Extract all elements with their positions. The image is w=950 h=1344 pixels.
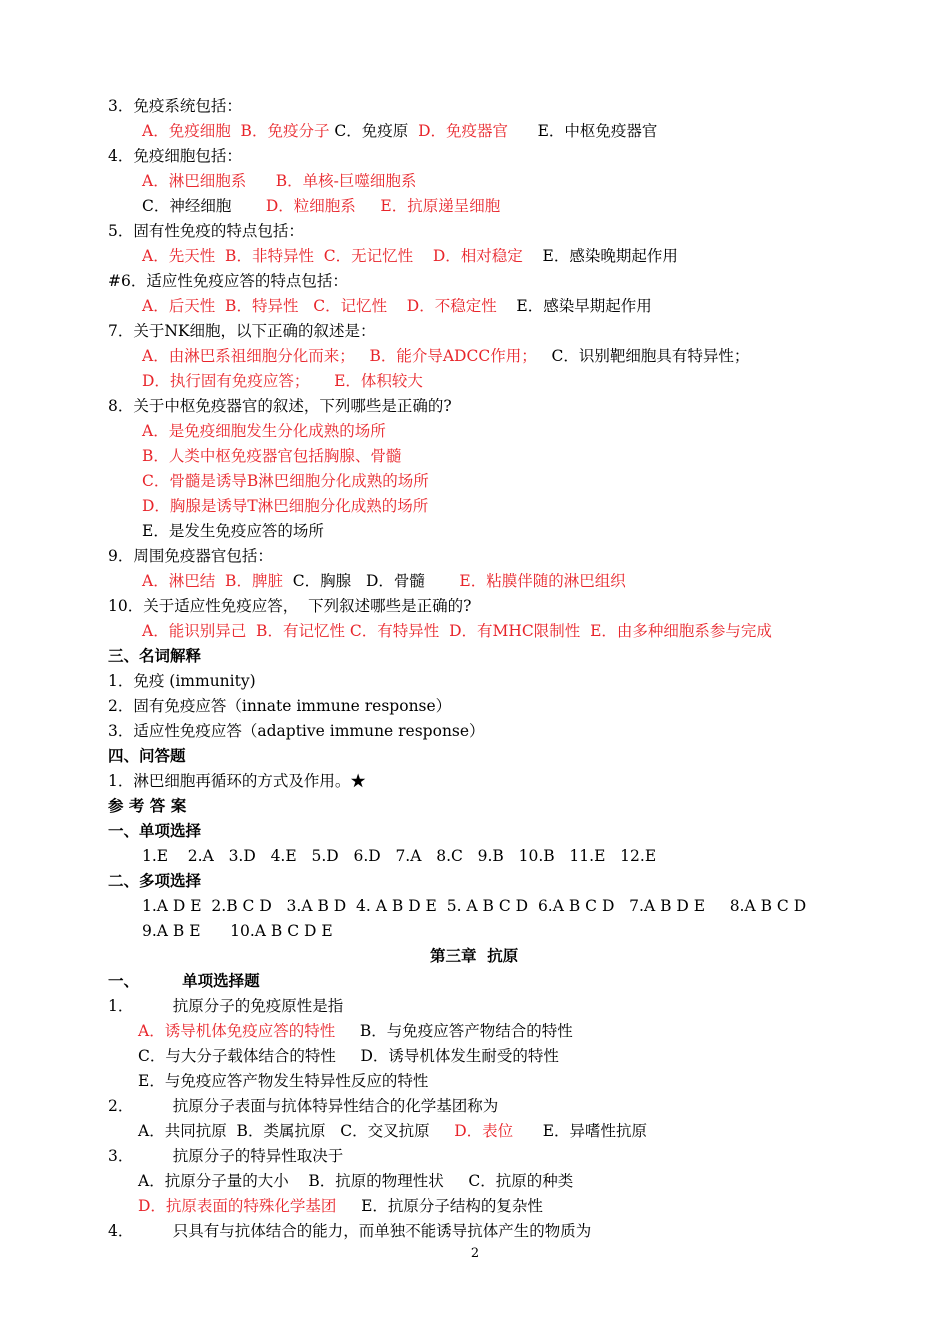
text-span: 1.E 2.A 3.D 4.E 5.D 6.D 7.A 8.C 9.B 10.B 11.E 12.E xyxy=(142,847,657,865)
text-line xyxy=(430,944,518,968)
text-line xyxy=(142,844,656,868)
text-span: 第三章 抗原 xyxy=(430,946,519,965)
text-line xyxy=(138,1069,428,1093)
text-span: E．是发生免疫应答的场所 xyxy=(142,522,324,540)
text-line xyxy=(142,919,333,943)
text-span: C．识别靶细胞具有特异性； xyxy=(536,347,750,365)
text-span: E．感染早期起作用 xyxy=(496,297,652,315)
text-span: E．与免疫应答产物发生特异性反应的特性 xyxy=(138,1072,429,1090)
answer-text: A．淋巴细胞系 B．单核-巨噬细胞系 xyxy=(142,172,417,190)
answer-text: B．人类中枢免疫器官包括胸腺、骨髓 xyxy=(142,447,402,465)
answer-text: A．淋巴结 B．脾脏 xyxy=(142,572,283,590)
text-span: 9．周围免疫器官包括： xyxy=(108,547,273,565)
text-span: 二、多项选择 xyxy=(108,871,202,890)
text-span: 2． 抗原分子表面与抗体特异性结合的化学基团称为 xyxy=(108,1097,499,1115)
text-line xyxy=(108,969,260,993)
answer-text: D．抗原表面的特殊化学基团 xyxy=(138,1197,337,1215)
answer-text: A．后天性 B．特异性 C．记忆性 D．不稳定性 xyxy=(142,297,497,315)
text-line xyxy=(142,469,429,493)
text-line xyxy=(142,294,652,318)
text-line xyxy=(142,894,806,918)
text-span: 3．免疫系统包括： xyxy=(108,97,242,115)
text-line xyxy=(142,344,749,368)
text-span: E．抗原分子结构的复杂性 xyxy=(336,1197,543,1215)
text-line xyxy=(108,869,201,893)
text-line xyxy=(108,269,348,293)
answer-text: C．骨髓是诱导B淋巴细胞分化成熟的场所 xyxy=(142,472,429,490)
text-span: 5．固有性免疫的特点包括： xyxy=(108,222,304,240)
text-line xyxy=(138,1119,647,1143)
answer-text: A．是免疫细胞发生分化成熟的场所 xyxy=(142,422,386,440)
text-span: 7．关于NK细胞，以下正确的叙述是： xyxy=(108,322,376,340)
text-span: 三、名词解释 xyxy=(108,646,202,665)
text-span: A．抗原分子量的大小 B．抗原的物理性状 C．抗原的种类 xyxy=(138,1172,574,1190)
text-line xyxy=(108,394,452,418)
page-number: 2 xyxy=(470,1246,480,1261)
text-line xyxy=(108,1219,591,1243)
answer-text: D．胸腺是诱导T淋巴细胞分化成熟的场所 xyxy=(142,497,429,515)
text-line xyxy=(142,569,626,593)
text-line xyxy=(142,419,386,443)
text-line xyxy=(108,994,343,1018)
text-line xyxy=(108,819,201,843)
text-line xyxy=(138,1044,559,1068)
text-span: 1． 抗原分子的免疫原性是指 xyxy=(108,997,344,1015)
text-span: 3．适应性免疫应答（adaptive immune response） xyxy=(108,722,485,740)
text-span: C．胸腺 D．骨髓 xyxy=(282,572,460,590)
answer-text: A．免疫细胞 B．免疫分子 xyxy=(142,122,330,140)
text-line xyxy=(108,1094,498,1118)
text-span: 一、 单项选择题 xyxy=(108,971,260,990)
text-line xyxy=(138,1169,573,1193)
text-span: A．共同抗原 B．类属抗原 C．交叉抗原 xyxy=(138,1122,455,1140)
text-line xyxy=(108,594,471,618)
text-span: C．与大分子载体结合的特性 D．诱导机体发生耐受的特性 xyxy=(138,1047,559,1065)
answer-text: D．执行固有免疫应答； E．体积较大 xyxy=(142,372,423,390)
text-line xyxy=(108,1144,343,1168)
text-span: 4． 只具有与抗体结合的能力，而单独不能诱导抗体产生的物质为 xyxy=(108,1222,592,1240)
text-line xyxy=(108,744,186,768)
text-span: 3． 抗原分子的特异性取决于 xyxy=(108,1147,344,1165)
text-line xyxy=(108,644,201,668)
text-span: 10．关于适应性免疫应答， 下列叙述哪些是正确的? xyxy=(108,597,472,615)
answer-text: D．免疫器官 xyxy=(418,122,509,140)
answer-text: A．先天性 B．非特异性 C．无记忆性 D．相对稳定 xyxy=(142,247,523,265)
text-line xyxy=(142,494,428,518)
text-line xyxy=(142,119,657,143)
text-span: 参 考 答 案 xyxy=(108,796,187,815)
text-line xyxy=(142,519,324,543)
text-line xyxy=(108,694,451,718)
text-line xyxy=(108,319,376,343)
answer-text: D．表位 xyxy=(454,1122,514,1140)
text-span: 四、问答题 xyxy=(108,746,186,765)
text-line xyxy=(108,219,304,243)
text-line xyxy=(108,144,242,168)
text-line xyxy=(108,544,273,568)
text-line xyxy=(108,794,186,818)
text-line xyxy=(108,719,485,743)
text-span: 1．淋巴细胞再循环的方式及作用。★ xyxy=(108,772,366,790)
text-line xyxy=(142,169,416,193)
text-line xyxy=(138,1194,543,1218)
text-span: 一、单项选择 xyxy=(108,821,202,840)
answer-text: A．由淋巴系祖细胞分化而来； B．能介导ADCC作用； xyxy=(142,347,537,365)
text-line xyxy=(142,444,401,468)
answer-text: E．粘膜伴随的淋巴组织 xyxy=(459,572,626,590)
text-span: 9.A B E 10.A B C D E xyxy=(142,922,333,940)
text-line xyxy=(142,244,678,268)
text-line xyxy=(142,619,772,643)
answer-text: D．粒细胞系 E．抗原递呈细胞 xyxy=(265,197,501,215)
answer-text: A．能识别异己 B．有记忆性 C．有特异性 D．有MHC限制性 E．由多种细胞系参与完成 xyxy=(142,622,772,640)
text-line xyxy=(142,194,500,218)
text-span: E．异嗜性抗原 xyxy=(513,1122,648,1140)
text-line xyxy=(142,369,423,393)
text-span: 1．免疫 (immunity) xyxy=(108,672,256,690)
text-span: 8．关于中枢免疫器官的叙述，下列哪些是正确的? xyxy=(108,397,452,415)
text-span: B．与免疫应答产物结合的特性 xyxy=(335,1022,573,1040)
text-line xyxy=(108,769,366,793)
text-span: 1.A D E 2.B C D 3.A B D 4. A B D E 5. A B C D 6.A B C D 7.A B D E 8.A B C D xyxy=(142,897,807,915)
text-line xyxy=(108,669,256,693)
text-span: C．神经细胞 xyxy=(142,197,266,215)
text-span: E．感染晚期起作用 xyxy=(522,247,678,265)
text-line xyxy=(108,94,242,118)
text-span: C．免疫原 xyxy=(329,122,419,140)
text-span: 2．固有免疫应答（innate immune response） xyxy=(108,697,452,715)
answer-text: A．诱导机体免疫应答的特性 xyxy=(138,1022,336,1040)
text-line xyxy=(138,1019,573,1043)
text-span: 4．免疫细胞包括： xyxy=(108,147,242,165)
text-span: E．中枢免疫器官 xyxy=(508,122,658,140)
text-span: #6．适应性免疫应答的特点包括： xyxy=(108,272,348,290)
